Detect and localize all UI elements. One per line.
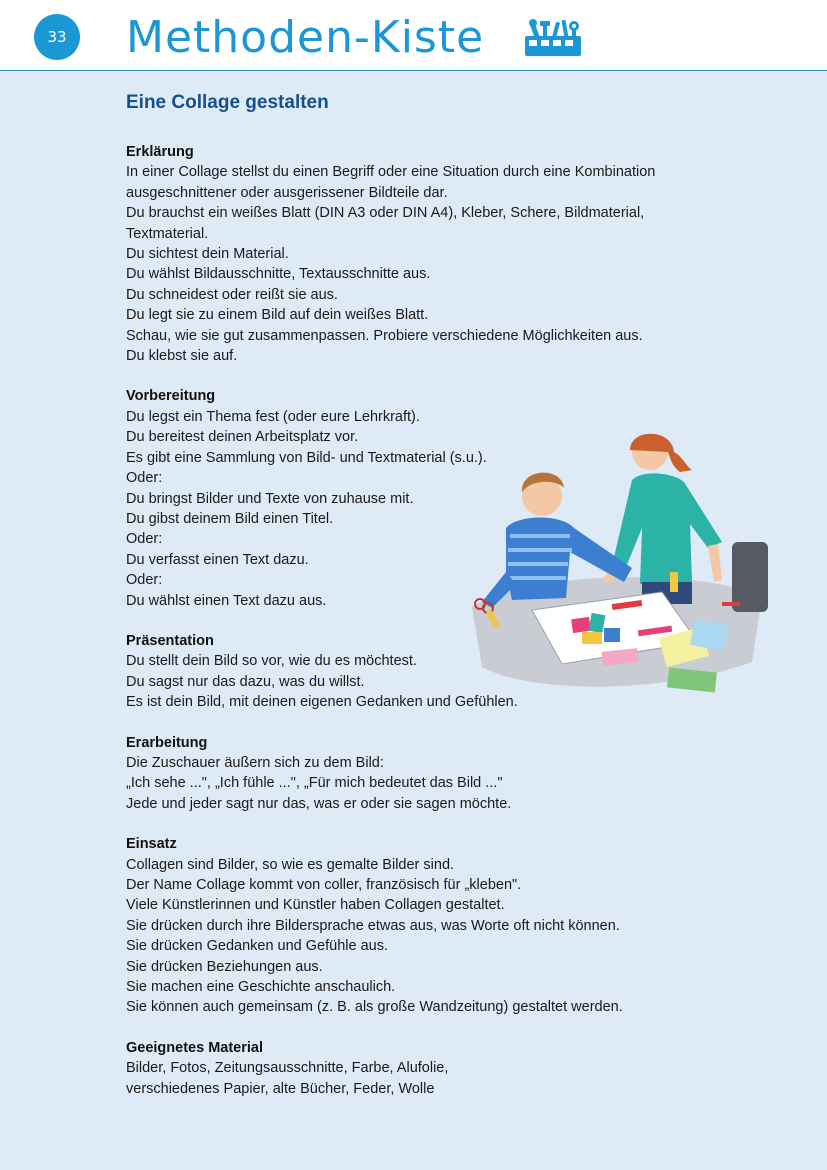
body-text-line: Bilder, Fotos, Zeitungsausschnitte, Farbe, Alufolie, xyxy=(126,1060,449,1077)
section-title: Einsatz xyxy=(126,836,177,853)
toolbox-icon xyxy=(523,18,583,58)
body-text-line: Textmaterial. xyxy=(126,225,209,242)
body-text-line: Du sichtest dein Material. xyxy=(126,246,289,263)
body-text-line: Du legst ein Thema fest (oder eure Lehrkraft). xyxy=(126,408,420,425)
section-title: Erklärung xyxy=(126,144,194,160)
body-text-line: Jede und jeder sagt nur das, was er oder sie sagen möchte. xyxy=(126,795,512,812)
body-text-line: Du bringst Bilder und Texte von zuhause mit. xyxy=(126,490,414,507)
body-text-line: verschiedenes Papier, alte Bücher, Feder, Wolle xyxy=(126,1080,435,1097)
body-text-line: Es gibt eine Sammlung von Bild- und Textmaterial (s.u.). xyxy=(126,449,487,466)
body-text-line: Du bereitest deinen Arbeitsplatz vor. xyxy=(126,429,359,446)
section-title: Präsentation xyxy=(126,632,214,649)
children-making-collage-illustration xyxy=(462,432,772,696)
body-text-line: Schau, wie sie gut zusammenpassen. Probiere verschiedene Möglichkeiten aus. xyxy=(126,327,643,344)
body-text-line: Du wählst einen Text dazu aus. xyxy=(126,592,327,609)
body-text-line: Oder: xyxy=(126,470,163,487)
section-title: Vorbereitung xyxy=(126,388,216,405)
body-text-line: In einer Collage stellst du einen Begriff oder eine Situation durch eine Kombination xyxy=(126,164,656,181)
body-text-line: Du stellt dein Bild so vor, wie du es möchtest. xyxy=(126,653,417,670)
body-text-line: Oder: xyxy=(126,572,163,589)
body-text-line: Du sagst nur das dazu, was du willst. xyxy=(126,673,365,690)
page-number-badge xyxy=(34,14,80,60)
body-text-line: Du schneidest oder reißt sie aus. xyxy=(126,286,338,303)
body-text-line: Viele Künstlerinnen und Künstler haben Collagen gestaltet. xyxy=(126,897,505,914)
section-title: Erarbeitung xyxy=(126,734,208,751)
body-text-line: Die Zuschauer äußern sich zu dem Bild: xyxy=(126,754,384,771)
body-text-line: Du wählst Bildausschnitte, Textausschnitte aus. xyxy=(126,266,431,283)
body-text-line: Du brauchst ein weißes Blatt (DIN A3 oder DIN A4), Kleber, Schere, Bildmaterial, xyxy=(126,205,645,222)
body-text-line: Du gibst deinem Bild einen Titel. xyxy=(126,510,334,527)
body-text-line: Sie drücken Beziehungen aus. xyxy=(126,958,323,975)
body-text-line: Du legt sie zu einem Bild auf dein weißes Blatt. xyxy=(126,307,429,324)
body-text-line: ausgeschnittener oder ausgerissener Bildteile dar. xyxy=(126,184,448,201)
main-title: Eine Collage gestalten xyxy=(126,92,329,113)
body-text-line: Du verfasst einen Text dazu. xyxy=(126,551,309,568)
page-number: 33 xyxy=(47,28,67,46)
section xyxy=(126,1038,746,1099)
body-text-line: „Ich sehe ...", „Ich fühle ...", „Für mich bedeutet das Bild ..." xyxy=(126,775,503,792)
header-title: Methoden-Kiste xyxy=(126,12,485,63)
body-text-line: Oder: xyxy=(126,531,163,548)
section xyxy=(126,834,746,1018)
body-text-line: Sie können auch gemeinsam (z. B. als große Wandzeitung) gestaltet werden. xyxy=(126,999,623,1016)
section xyxy=(126,733,746,815)
body-text-line: Collagen sind Bilder, so wie es gemalte Bilder sind. xyxy=(126,856,455,873)
body-text-line: Sie drücken durch ihre Bildersprache etwas aus, was Worte oft nicht können. xyxy=(126,917,620,934)
body-text-line: Der Name Collage kommt von coller, französisch für „kleben". xyxy=(126,877,522,893)
page-header xyxy=(0,0,827,71)
section xyxy=(126,142,746,366)
section-title: Geeignetes Material xyxy=(126,1039,263,1056)
body-text-line: Es ist dein Bild, mit deinen eigenen Gedanken und Gefühlen. xyxy=(126,694,518,711)
body-text-line: Du klebst sie auf. xyxy=(126,348,238,365)
body-text-line: Sie drücken Gedanken und Gefühle aus. xyxy=(126,938,388,955)
body-text-line: Sie machen eine Geschichte anschaulich. xyxy=(126,979,396,996)
